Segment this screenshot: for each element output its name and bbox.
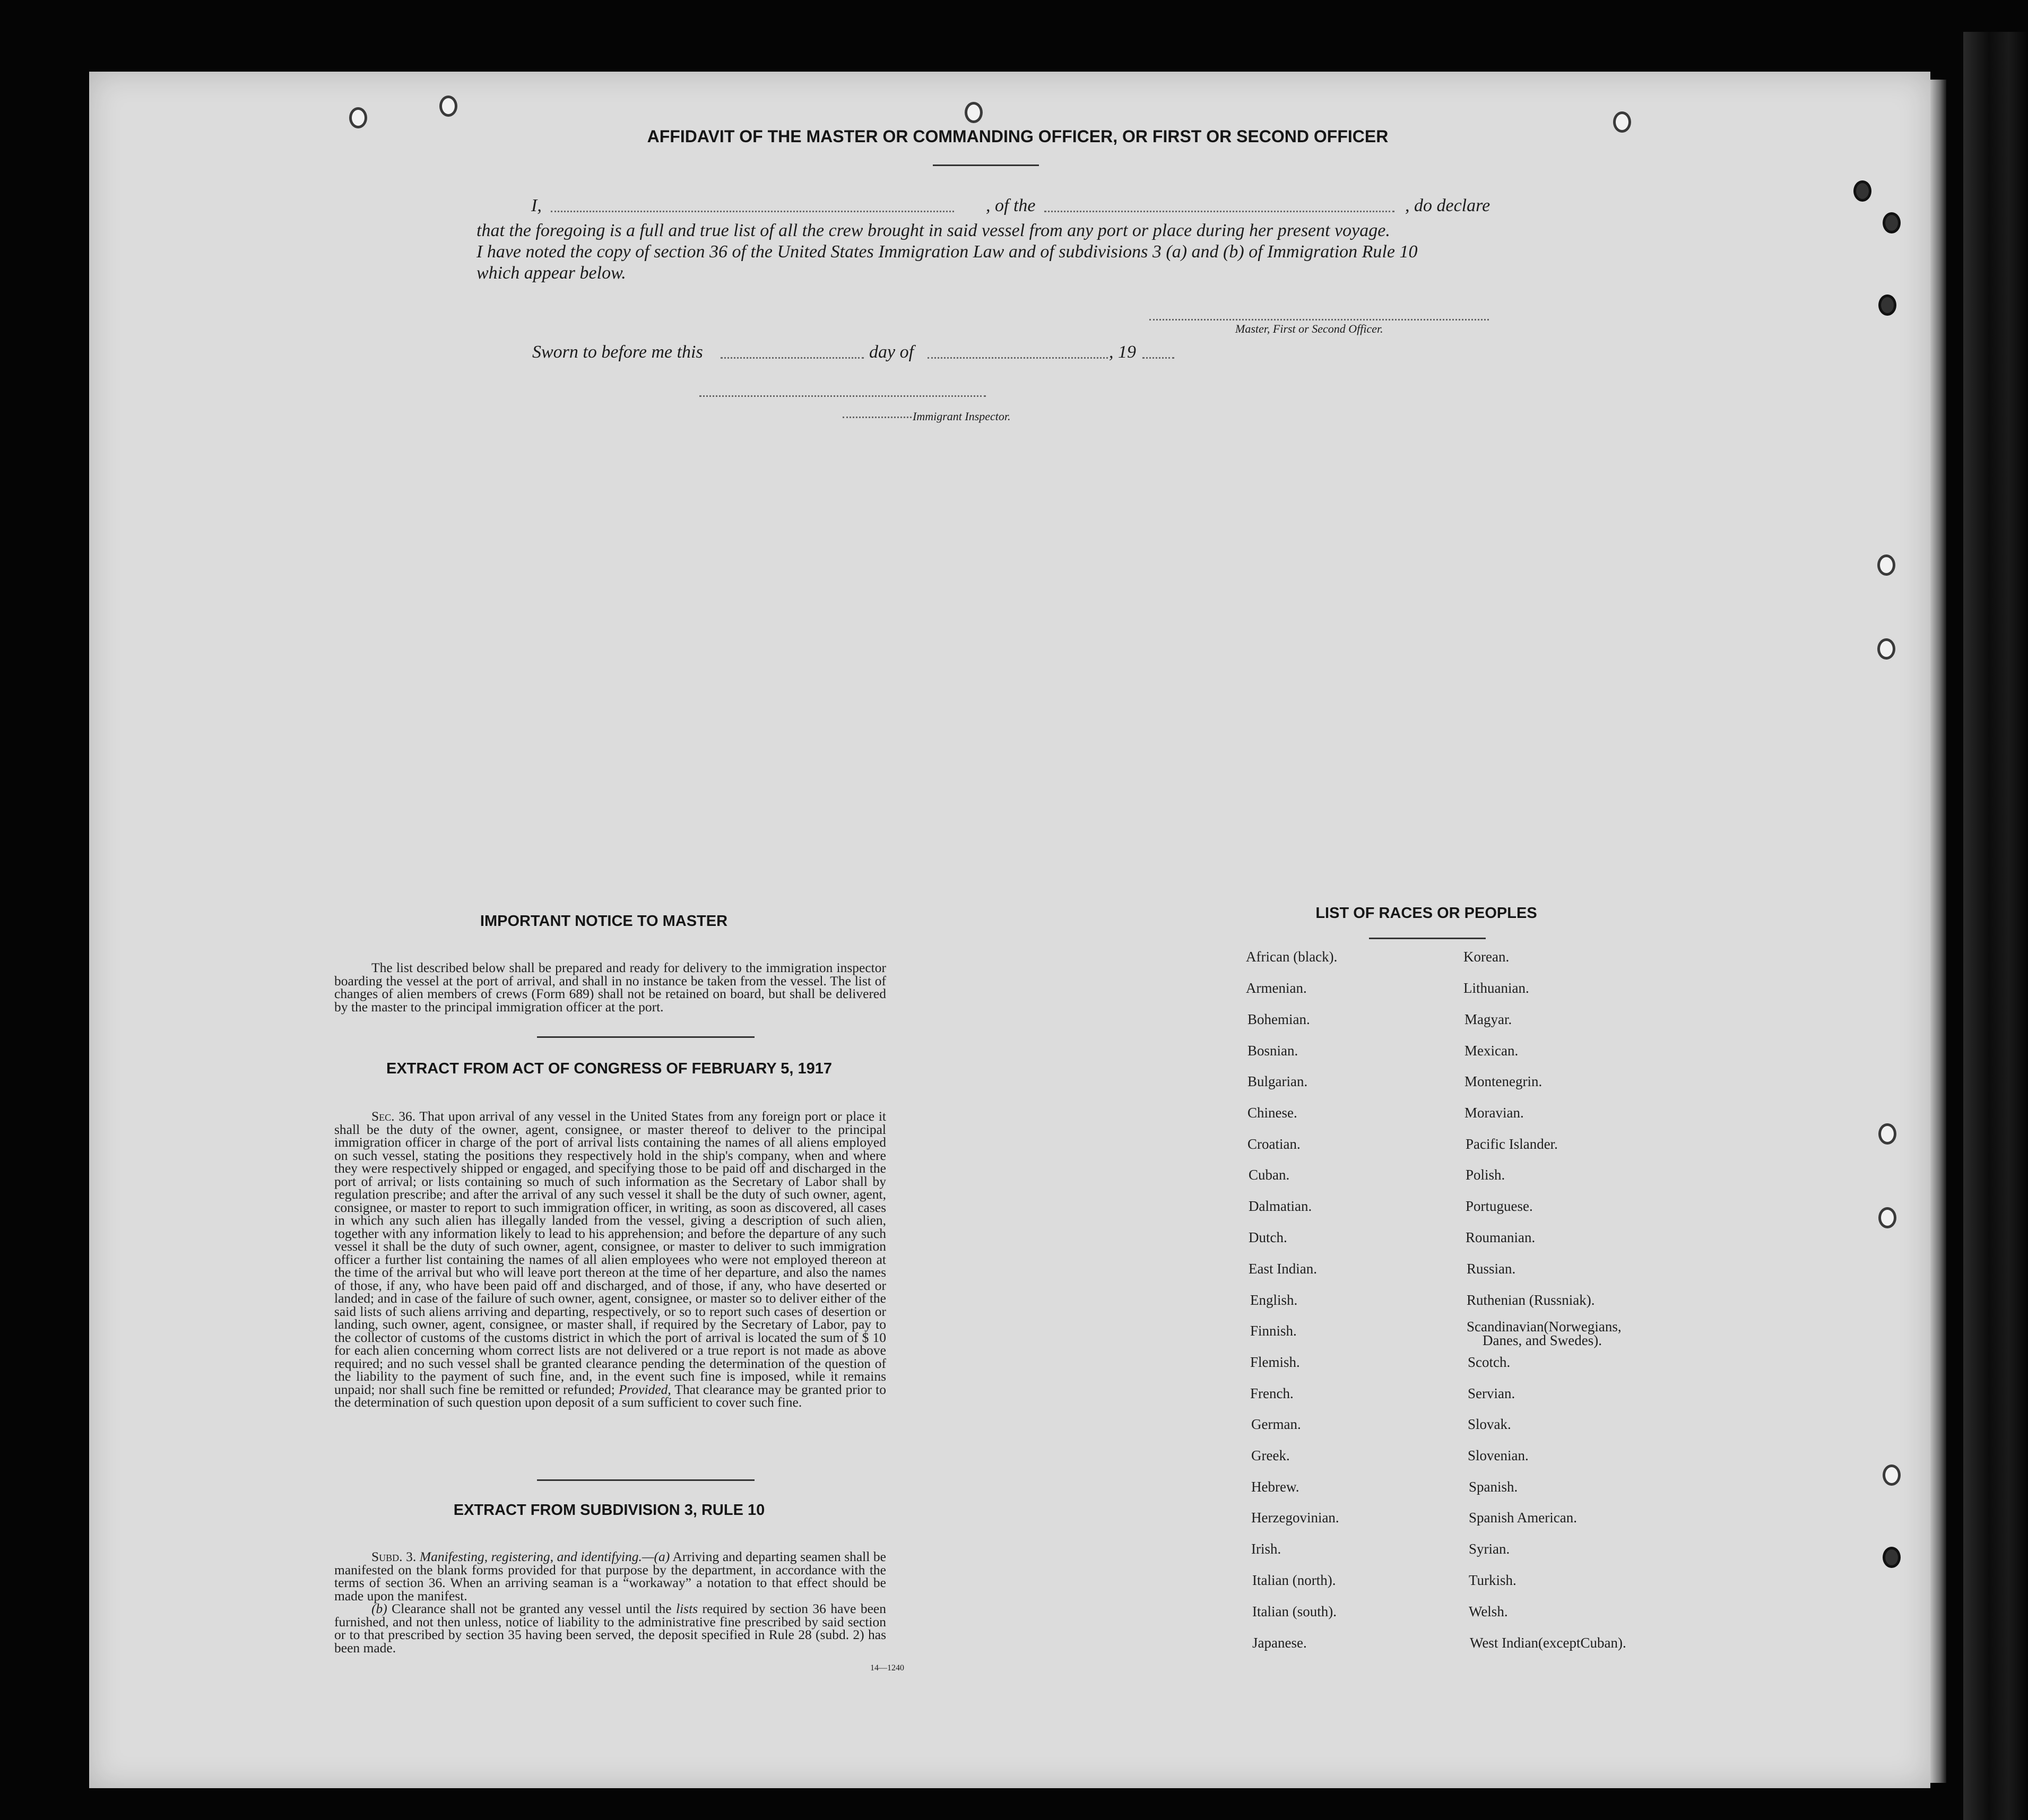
scan-background-edge — [1963, 32, 2028, 1820]
inspector-signature-line[interactable] — [699, 395, 986, 397]
race-item: French. — [1250, 1385, 1294, 1401]
race-item: Dutch. — [1249, 1229, 1287, 1245]
race-item: Syrian. — [1469, 1541, 1510, 1557]
punch-hole — [1878, 1123, 1896, 1145]
punch-hole — [1853, 180, 1871, 202]
punch-hole — [1883, 1547, 1901, 1568]
sworn-day-blank[interactable] — [721, 357, 864, 359]
inspector-dots — [843, 417, 912, 418]
race-item: Armenian. — [1246, 980, 1307, 996]
race-item: Polish. — [1466, 1167, 1505, 1183]
race-item: Slovenian. — [1468, 1448, 1529, 1463]
inspector-caption: Immigrant Inspector. — [913, 410, 1011, 423]
affidavit-title: AFFIDAVIT OF THE MASTER OR COMMANDING OFFICER, OR FIRST OR SECOND OFFICER — [647, 127, 1389, 146]
race-item: Korean. — [1463, 949, 1510, 965]
race-item: Roumanian. — [1466, 1229, 1536, 1245]
section-rule-2 — [537, 1479, 755, 1481]
affidavit-of-the: , of the — [986, 196, 1036, 215]
affidavit-declare: , do declare — [1405, 196, 1490, 215]
act-body: That upon arrival of any vessel in the United States from any foreign port or place it shall be the duty of the owner, agent, consignee, or master thereof to deliver to the principal immigration officer in charge of the port of arrival lists containing the names of all aliens employed on such vessel, stating the positions they respectively hold in the ship's company, when and where they were respectively shipped or engaged, and specifying those to be paid off and discharged in the port of arrival; or lists containing so much of such information as the Secretary of Labor shall by regulation prescribe; and after the arrival of any such vessel it shall be the duty of such owner, agent, consignee, or master to report to such immigration officer, in writing, as soon as discovered, all cases in which any such alien has illegally landed from the vessel, giving a description of such alien, together with any information likely to lead to his apprehension; and before the departure of any such vessel it shall be the duty of such owner, agent, consignee, or master to deliver to such immigration officer a further list containing the names of all alien employees who were not employed thereon at the time of the arrival but who will leave port thereon at the time of her departure, and also the names of those, if any, who have been paid off and discharged, and of those, if any, who have deserted or landed; and in case of the failure of such owner, agent, consignee, or master so to deliver either of the said lists of such aliens arriving and departing, respectively, or so to report such cases of desertion or landing, such owner, agent, consignee, or master shall, if required by the Secretary of Labor, pay to the collector of customs of the customs district in which the port of arrival is located the sum of $ 10 for each alien concerning whom correct lists are not delivered or a true report is not made as above required; and no such vessel shall be granted clearance pending the determination of the question of the liability to the payment of such fine, and, in the event such fine is imposed, while it remains unpaid; nor shall such fine be remitted or refunded; — [334, 1108, 887, 1397]
title-rule — [933, 164, 1039, 166]
race-item: Welsh. — [1469, 1604, 1508, 1619]
para-a-text: Arriving and departing seamen shall be manifested on the blank forms provided for that purpose by the department, in accordance with the terms of section 36. When an arriving seaman is a “workaway” a notation to that effect should be made upon the manifest. — [334, 1549, 887, 1604]
subd-label: Subd. 3. — [371, 1549, 417, 1564]
rule10-para-a — [334, 1550, 886, 1602]
punch-hole — [1883, 1464, 1901, 1486]
race-item: Herzegovinian. — [1251, 1510, 1339, 1526]
para-b1: Clearance shall not be granted any vessel until the — [392, 1601, 672, 1616]
punch-hole — [1877, 638, 1895, 660]
race-item: Japanese. — [1252, 1635, 1307, 1651]
name-blank[interactable] — [551, 211, 954, 212]
lists-word: lists — [676, 1601, 698, 1616]
race-item-line2: Danes, and Swedes). — [1483, 1332, 1602, 1348]
punch-hole — [1877, 554, 1895, 576]
affidavit-line4: which appear below. — [476, 263, 626, 283]
race-item: Spanish. — [1469, 1479, 1518, 1495]
races-title: LIST OF RACES OR PEOPLES — [1315, 905, 1537, 922]
race-item: African (black). — [1246, 949, 1338, 965]
race-item: Hebrew. — [1251, 1479, 1299, 1495]
rule10-para-b — [334, 1602, 886, 1654]
rule10-title: EXTRACT FROM SUBDIVISION 3, RULE 10 — [453, 1502, 765, 1519]
punch-hole — [439, 96, 457, 117]
notice-text: The list described below shall be prepared and ready for delivery to the immigration inspector boarding the vessel at the port of arrival, and shall in no instance be taken from the vessel. The list of changes of alien members of crews (Form 689) shall not be retained on board, but shall be delivered by the master to the principal immigration officer at the port. — [334, 960, 886, 1015]
sworn-year: , 19 — [1109, 342, 1136, 362]
sec-label: Sec. 36. — [371, 1108, 416, 1124]
sworn-year-blank[interactable] — [1142, 357, 1174, 359]
race-item: East Indian. — [1249, 1261, 1317, 1277]
race-item: Flemish. — [1250, 1354, 1300, 1370]
race-item: Greek. — [1251, 1448, 1290, 1463]
signature-caption: Master, First or Second Officer. — [1235, 322, 1383, 335]
race-item: Finnish. — [1250, 1323, 1297, 1339]
vessel-blank[interactable] — [1044, 211, 1394, 212]
race-item-line1: Scandinavian(Norwegians, — [1467, 1319, 1622, 1334]
document-page — [89, 72, 1930, 1788]
race-item: Pacific Islander. — [1466, 1136, 1558, 1152]
notice-title: IMPORTANT NOTICE TO MASTER — [480, 913, 728, 930]
race-item: Chinese. — [1247, 1105, 1297, 1121]
para-b2: required by section 36 have been furnished, and not then unless, notice of liability to the administrative fine prescribed by said section or to that prescribed by section 35 having been served, the deposit specified in Rule 28 (subd. 2) has been made. — [334, 1601, 886, 1656]
sworn-month-blank[interactable] — [928, 357, 1108, 359]
race-item: Slovak. — [1468, 1416, 1511, 1432]
page-edge-shadow — [1930, 80, 1946, 1783]
race-item: Moravian. — [1464, 1105, 1524, 1121]
section-rule — [537, 1036, 755, 1038]
race-item: Magyar. — [1464, 1011, 1512, 1027]
race-item: Italian (north). — [1252, 1572, 1336, 1588]
race-item: Russian. — [1467, 1261, 1516, 1277]
race-item: Turkish. — [1469, 1572, 1516, 1588]
affidavit-i: I, — [531, 196, 542, 215]
races-title-rule — [1369, 938, 1486, 939]
signature-line[interactable] — [1149, 319, 1489, 320]
form-number: 14—1240 — [870, 1663, 904, 1672]
race-item: Bulgarian. — [1247, 1073, 1308, 1089]
race-item: Montenegrin. — [1464, 1073, 1542, 1089]
race-item: German. — [1251, 1416, 1301, 1432]
race-item: Italian (south). — [1252, 1604, 1337, 1619]
sworn-day-of: day of — [869, 342, 914, 362]
race-item: Spanish American. — [1469, 1510, 1577, 1526]
act-body-end: That clearance may be granted prior to the determination of such question upon deposit of a sum sufficient to cover such fine. — [334, 1381, 886, 1410]
punch-hole — [349, 107, 367, 128]
act-text — [334, 1110, 886, 1409]
punch-hole — [1613, 111, 1631, 133]
affidavit-line2: that the foregoing is a full and true list of all the crew brought in said vessel from any port or place during her present voyage. — [476, 221, 1390, 240]
race-item: Irish. — [1251, 1541, 1281, 1557]
race-item: Lithuanian. — [1463, 980, 1529, 996]
race-item: English. — [1250, 1292, 1298, 1308]
race-item: Cuban. — [1249, 1167, 1290, 1183]
race-item: Croatian. — [1247, 1136, 1301, 1152]
act-title: EXTRACT FROM ACT OF CONGRESS OF FEBRUARY 5, 1917 — [386, 1060, 833, 1077]
subd-heading: Manifesting, registering, and identifying.—(a) — [419, 1549, 670, 1564]
b-label: (b) — [371, 1601, 387, 1616]
race-item: Dalmatian. — [1249, 1198, 1312, 1214]
race-item: Scotch. — [1468, 1354, 1511, 1370]
race-item: Servian. — [1468, 1385, 1515, 1401]
punch-hole — [1878, 294, 1896, 316]
punch-hole — [1883, 212, 1901, 233]
race-item: Bosnian. — [1247, 1043, 1298, 1059]
punch-hole — [1878, 1207, 1896, 1228]
race-item — [1467, 1320, 1622, 1347]
punch-hole — [965, 102, 983, 123]
race-item: Portuguese. — [1466, 1198, 1533, 1214]
affidavit-line3: I have noted the copy of section 36 of the United States Immigration Law and of subdivisions 3 (a) and (b) of Immigration Rule 10 — [476, 242, 1418, 262]
race-item: Bohemian. — [1247, 1011, 1310, 1027]
race-item: Mexican. — [1464, 1043, 1519, 1059]
race-item: Ruthenian (Russniak). — [1467, 1292, 1595, 1308]
race-item: West Indian(exceptCuban). — [1470, 1635, 1626, 1651]
sworn-prefix: Sworn to before me this — [532, 342, 703, 362]
provided-word: Provided, — [618, 1381, 671, 1397]
